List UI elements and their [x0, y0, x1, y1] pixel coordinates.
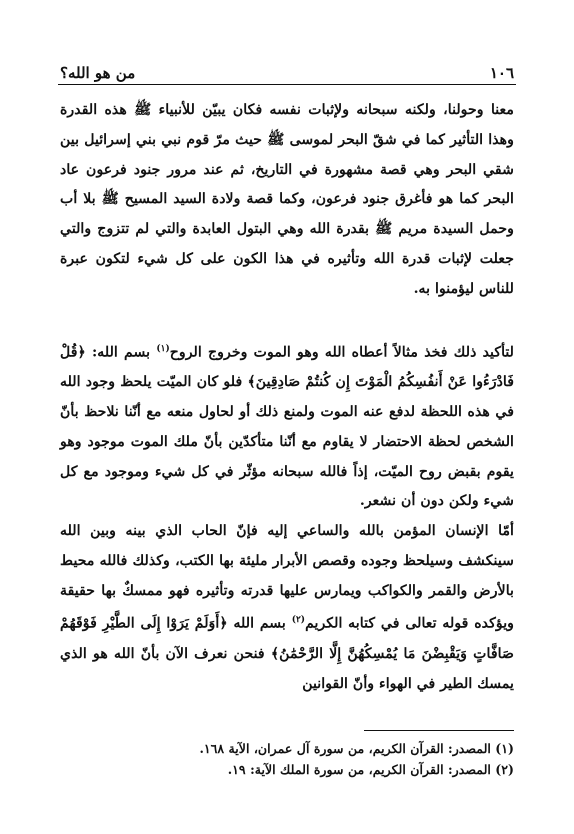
- paragraph-2-text-b: بسم الله: ﴿قُلْ فَادْرَءُوا عَنْ أَنفُسِكُمُ الْمَوْتَ إِن كُنتُمْ صَادِقِينَ﴾ فلو كان الميّت يلحظ وجود الله في هذه اللحظة لدفع عنه الموت ولمنع ذلك أو لحاول منعه مع أنّنا نلاحظ بأنّ الشخص لحظة الاحتضار لا يقاوم مع أنّنا متأكدّين بأنّ ملك الموت موجود وهو يقوم بقبض روح الميّت، إذاً فالله سبحانه مؤثّر في كل شيء وموجود مع كل شيء ولكن دون أن نشعر.: [60, 344, 514, 510]
- footnote-ref-1: (١): [156, 343, 170, 354]
- paragraph-2: [60, 335, 514, 518]
- paragraph-2-text-a: لتأكيد ذلك فخذ مثالاً أعطاه الله وهو الموت وخروج الروح: [169, 344, 515, 361]
- footnote-1: (١) المصدر: القرآن الكريم، من سورة آل عمران، الآية ١٦٨.: [199, 741, 514, 756]
- footnote-divider: [364, 730, 514, 731]
- paragraph-3-text-a: أمّا الإنسان المؤمن بالله والساعي إليه فإنّ الحاب الذي بينه وبين الله سينكشف وسيلحظ وجوده وقصص الأبرار مليئة بها الكتب، وكذلك فالله محيط بالأرض والقمر والكواكب ويمارس عليها قدرته وتأثيره فهو ممسكٌ بها حقيقة ويؤكده قوله تعالى في كتابه الكريم: [60, 523, 515, 633]
- paragraph-1: معنا وحولنا، ولكنه سبحانه ولإثبات نفسه فكان يبيّن للأنبياء ﷺ هذه القدرة وهذا التأثير كما في شقّ البحر لموسى ﷺ حيث مرّ قوم نبي بني إسرائيل بين شقي البحر وهي قصة مشهورة في التاريخ، ثم عند مرور جنود فرعون عاد البحر كما هو فأغرق جنود فرعون، وكما قصة ولادة السيد المسيح ﷺ بلا أب وحمل السيدة مريم ﷺ بقدرة الله وهي البتول العابدة والتي لم تتزوج والتي جعلت لإثبات قدرة الله وتأثيره في هذا الكون على كل شيء لتكون عبرة للناس ليؤمنوا به.: [60, 102, 514, 297]
- paragraph-3: [60, 517, 514, 700]
- footnotes: [60, 738, 514, 780]
- paragraph-3-text-b: بسم الله ﴿أَوَلَمْ يَرَوْا إِلَى الطَّيْرِ فَوْقَهُمْ صَافَّاتٍ وَيَقْبِضْنَ مَا يُمْسِكُهُنَّ إِلَّا الرَّحْمَٰنُ﴾ فنحن نعرف الآن بأنّ الله هو الذي يمسك الطير في الهواء وأنّ القوانين: [60, 616, 514, 692]
- page-body: [60, 96, 514, 700]
- footnote-2: (٢) المصدر: القرآن الكريم، من سورة الملك الآية: ١٩.: [227, 762, 514, 777]
- header-divider: [58, 84, 516, 85]
- page-number: ١٠٦: [489, 64, 514, 82]
- footnote-ref-2: (٢): [291, 615, 306, 626]
- page-header: [60, 56, 514, 82]
- running-title: من هو الله؟: [60, 64, 136, 82]
